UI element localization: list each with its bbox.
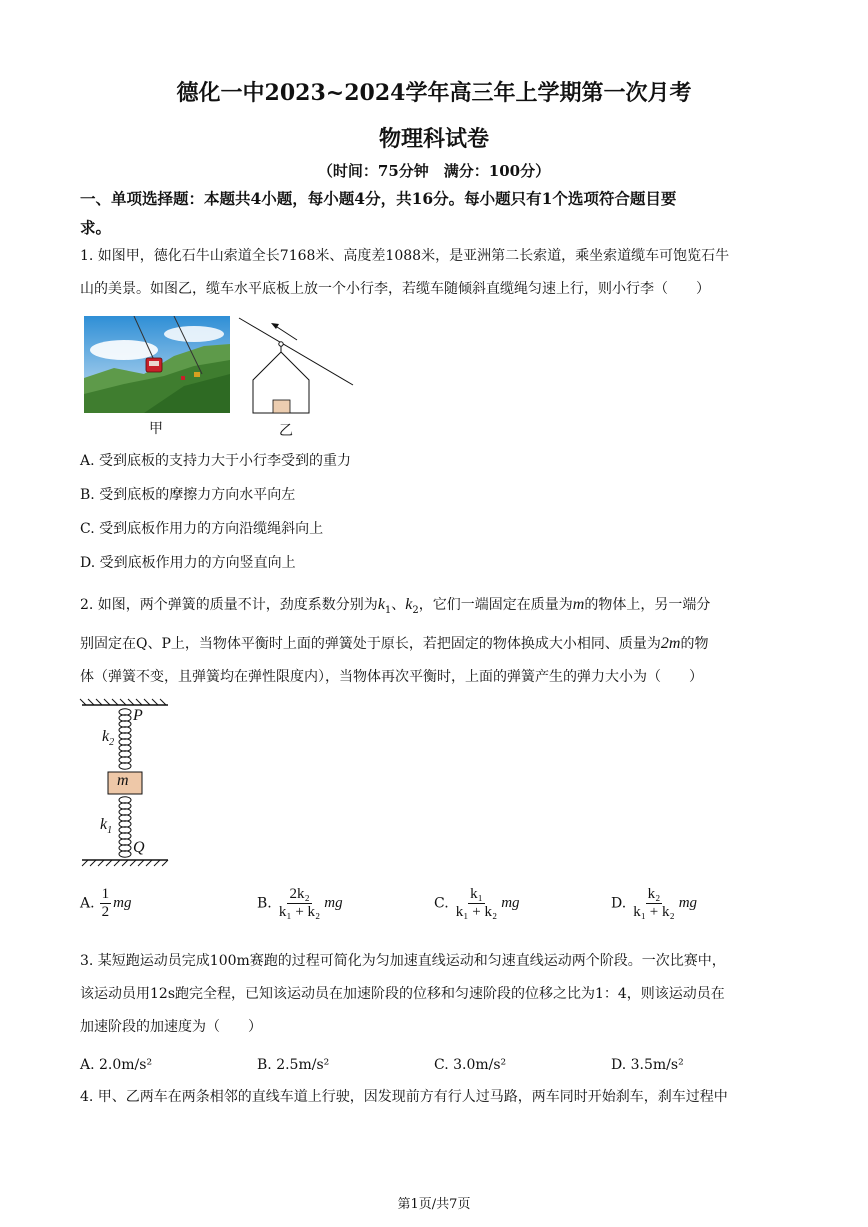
fraction: $\frac{\text{k₁}}{\text{k₁ + k₂}}$ — [455, 886, 498, 920]
section-heading — [80, 184, 800, 242]
q3-option-c[interactable]: C. 3.0m/s² — [434, 1057, 507, 1073]
section-heading-line1: 一、单项选择题：本题共4小题，每小题4分，共16分。每小题只有1个选项符合题目要 — [80, 189, 677, 208]
fraction: $\frac{\text{2k₂}}{\text{k₁ + k₂}}$ — [278, 886, 321, 920]
q4-line1: 4. 甲、乙两车在两条相邻的直线车道上行驶，因发现前方有行人过马路，两车同时开始刹车，刹车过程中 — [80, 1089, 728, 1105]
q1-option-b[interactable]: B. 受到底板的摩擦力方向水平向左 — [80, 487, 296, 503]
q2-option-b[interactable]: B. $\frac{\text{2k₂}}{\text{k₁ + k₂}}$ mg — [257, 886, 343, 920]
fraction: $\frac{\text{k₂}}{\text{k₁ + k₂}}$ — [633, 886, 675, 920]
exam-title: 德化一中2023~2024学年高三年上学期第一次月考 — [176, 80, 692, 106]
q1-option-c[interactable]: C. 受到底板作用力的方向沿缆绳斜向上 — [80, 521, 324, 537]
subject-title: 物理科试卷 — [378, 126, 489, 152]
motion-arrow — [274, 325, 297, 340]
q3-line1: 3. 某短跑运动员完成100m赛跑的过程可简化为匀加速直线运动和匀速直线运动两个阶段。一次比赛中， — [80, 953, 726, 969]
q2-line2: 别固定在Q、P上，当物体平衡时上面的弹簧处于原长，若把固定的物体换成大小相同、质量为2m的物 — [80, 634, 709, 652]
time-score-info: （时间：75分钟 满分：100分） — [317, 162, 551, 180]
label-k2: $k_2$ — [102, 728, 115, 749]
figure-label-yi: 乙 — [279, 423, 293, 439]
q2-option-d[interactable]: D. $\frac{\text{k₂}}{\text{k₁ + k₂}}$ mg — [611, 886, 698, 920]
page-number: 第1页/共7页 — [397, 1197, 471, 1212]
figure-label-jia: 甲 — [149, 421, 163, 437]
question-2-stem — [80, 588, 792, 694]
q1-option-d[interactable]: D. 受到底板作用力的方向竖直向上 — [80, 555, 296, 571]
lower-spring — [119, 797, 131, 857]
section-heading-line2: 求。 — [80, 218, 112, 237]
q3-line2: 该运动员用12s跑完全程，已知该运动员在加速阶段的位移和匀速阶段的位移之比为1：4，则该运动员在 — [80, 986, 725, 1002]
q3-option-d[interactable]: D. 3.5m/s² — [611, 1057, 684, 1073]
q1-option-a[interactable]: A. 受到底板的支持力大于小行李受到的重力 — [80, 453, 352, 469]
q3-line3: 加速阶段的加速度为（ ） — [80, 1019, 262, 1035]
fraction: $\frac{1}{2}$ — [101, 886, 110, 920]
label-q: Q — [133, 839, 145, 856]
luggage-box — [273, 400, 290, 413]
label-mass: m — [117, 772, 129, 789]
q2-option-a[interactable]: A. $\frac{1}{2}$ mg — [80, 886, 132, 920]
q3-option-b[interactable]: B. 2.5m/s² — [257, 1057, 330, 1073]
q2-line1: 2. 如图，两个弹簧的质量不计，劲度系数分别为$k_1$、$k_2$，它们一端固定在质量为m的物体上，另一端分 — [80, 596, 711, 616]
q1-line1: 1. 如图甲，德化石牛山索道全长7168米、高度差1088米，是亚洲第二长索道，乘坐索道缆车可饱览石牛 — [80, 248, 730, 264]
q1-line2: 山的美景。如图乙，缆车水平底板上放一个小行李，若缆车随倾斜直缆绳匀速上行，则小行李（ ） — [80, 281, 710, 297]
q2-option-c[interactable]: C. $\frac{\text{k₁}}{\text{k₁ + k₂}}$ mg — [434, 886, 520, 920]
question-1-stem — [80, 240, 792, 306]
question-3-stem — [80, 945, 792, 1044]
question-4-stem — [80, 1081, 792, 1114]
cable-car-photo — [84, 316, 230, 413]
q2-line3: 体（弹簧不变，且弹簧均在弹性限度内），当物体再次平衡时，上面的弹簧产生的弹力大小为（ ） — [80, 668, 703, 685]
q3-option-a[interactable]: A. 2.0m/s² — [80, 1057, 153, 1073]
upper-spring — [119, 709, 131, 769]
cable-car-diagram — [237, 316, 357, 416]
label-k1: $k_1$ — [100, 816, 113, 837]
label-p: P — [133, 707, 143, 724]
